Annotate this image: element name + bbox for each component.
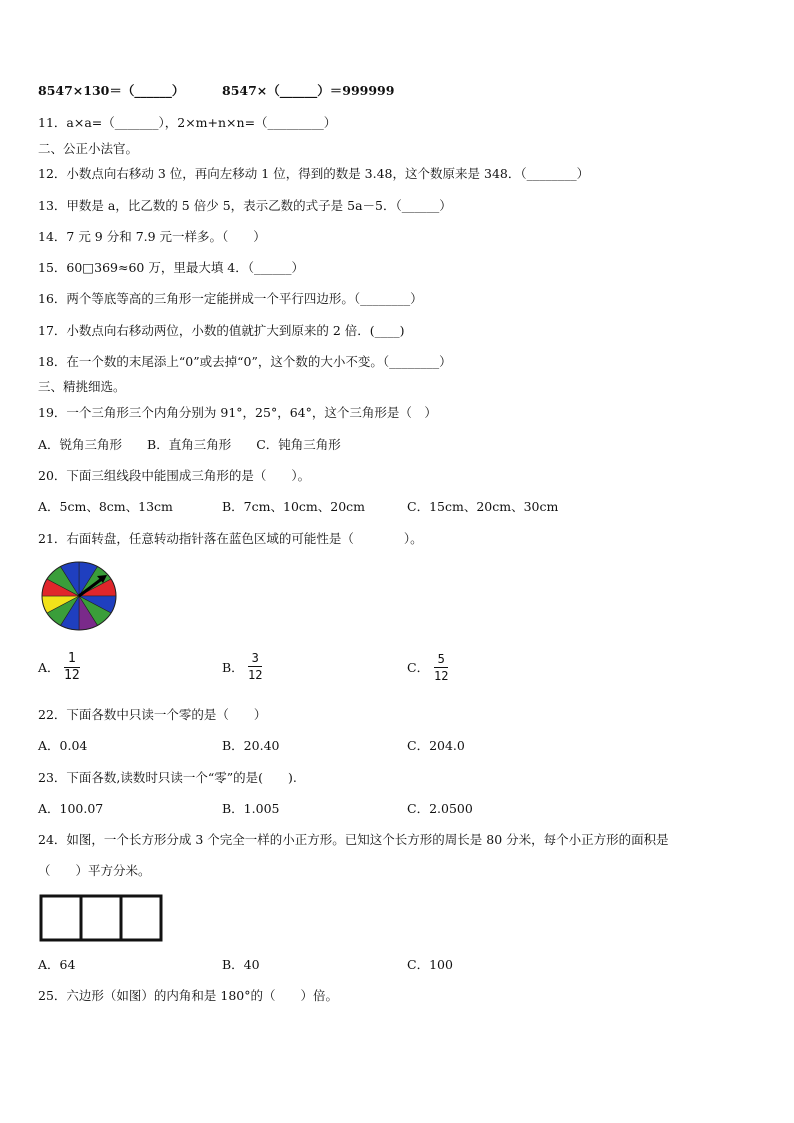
- question-24-option-a: A．64: [38, 957, 76, 972]
- question-20-option-a: A．5cm、8cm、13cm: [38, 499, 173, 514]
- question-20-option-b: B．7cm、10cm、20cm: [222, 499, 366, 514]
- question-24-option-b: B．40: [222, 957, 260, 972]
- fraction-denominator: 12: [248, 668, 263, 682]
- question-24: 24．如图，一个长方形分成 3 个完全一样的小正方形。已知这个长方形的周长是 80 分米，每个小正方形的面积是: [38, 832, 669, 847]
- question-14: 14．7 元 9 分和 7.9 元一样多。（ ）: [38, 229, 266, 244]
- question-21-option-a-letter: A．: [38, 660, 60, 675]
- fraction-numerator: 5: [437, 652, 445, 666]
- section-2-heading: 二、公正小法官。: [38, 141, 139, 156]
- question-13: 13．甲数是 a，比乙数的 5 倍少 5，表示乙数的式子是 5a－5．（______）: [38, 198, 452, 213]
- fraction-bar: [248, 666, 262, 667]
- question-18: 18．在一个数的末尾添上“0”或去掉“0”，这个数的大小不变。（________）: [38, 354, 452, 369]
- question-25: 25．六边形（如图）的内角和是 180°的（ ）倍。: [38, 988, 338, 1003]
- fraction-denominator: 12: [434, 669, 449, 683]
- question-24-option-c: C．100: [407, 957, 453, 972]
- question-11: 11．a×a=（_______），2×m+n×n=（_________）: [38, 115, 337, 130]
- question-22: 22．下面各数中只读一个零的是（ ）: [38, 707, 267, 722]
- rectangle-outline: [41, 896, 161, 940]
- spinner-figure: [40, 560, 120, 632]
- question-17: 17．小数点向右移动两位，小数的值就扩大到原来的 2 倍．(____): [38, 323, 405, 338]
- question-21: 21．右面转盘，任意转动指针落在蓝色区域的可能性是（ ）。: [38, 531, 423, 546]
- question-20-option-c: C．15cm、20cm、30cm: [407, 499, 559, 514]
- three-squares-rectangle-figure: [39, 894, 163, 942]
- section-3-heading: 三、精挑细选。: [38, 379, 126, 394]
- question-23-option-c: C．2.0500: [407, 801, 473, 816]
- question-10-line-b: 8547×（______）＝999999: [222, 83, 395, 98]
- question-16: 16．两个等底等高的三角形一定能拼成一个平行四边形。（________）: [38, 291, 423, 306]
- fraction-one-twelfth: [64, 652, 80, 683]
- question-19-options: A．锐角三角形 B．直角三角形 C．钝角三角形: [38, 437, 341, 452]
- fraction-five-twelfths: [434, 652, 448, 683]
- question-19: 19．一个三角形三个内角分别为 91°，25°，64°，这个三角形是（ ）: [38, 405, 437, 420]
- fraction-numerator: 3: [251, 651, 259, 665]
- fraction-denominator: 12: [64, 668, 80, 683]
- question-10-line-a: 8547×130＝（______）: [38, 83, 185, 98]
- question-22-option-b: B．20.40: [222, 738, 280, 753]
- fraction-numerator: 1: [67, 651, 76, 666]
- question-20: 20．下面三组线段中能围成三角形的是（ ）。: [38, 468, 311, 483]
- question-21-option-c-letter: C．: [407, 660, 430, 675]
- question-23-option-b: B．1.005: [222, 801, 280, 816]
- fraction-three-twelfths: [248, 651, 262, 682]
- question-24-continued: （ ）平方分米。: [38, 863, 151, 878]
- question-12: 12．小数点向右移动 3 位，再向左移动 1 位，得到的数是 3.48，这个数原来是 348．（________）: [38, 166, 590, 181]
- question-21-option-b-letter: B．: [222, 660, 244, 675]
- question-23: 23．下面各数,读数时只读一个“零”的是( ).: [38, 770, 297, 785]
- question-23-option-a: A．100.07: [38, 801, 104, 816]
- fraction-bar: [434, 667, 448, 668]
- question-15: 15．60□369≈60 万，里最大填 4．（______）: [38, 260, 305, 275]
- question-22-option-c: C．204.0: [407, 738, 465, 753]
- question-22-option-a: A．0.04: [38, 738, 88, 753]
